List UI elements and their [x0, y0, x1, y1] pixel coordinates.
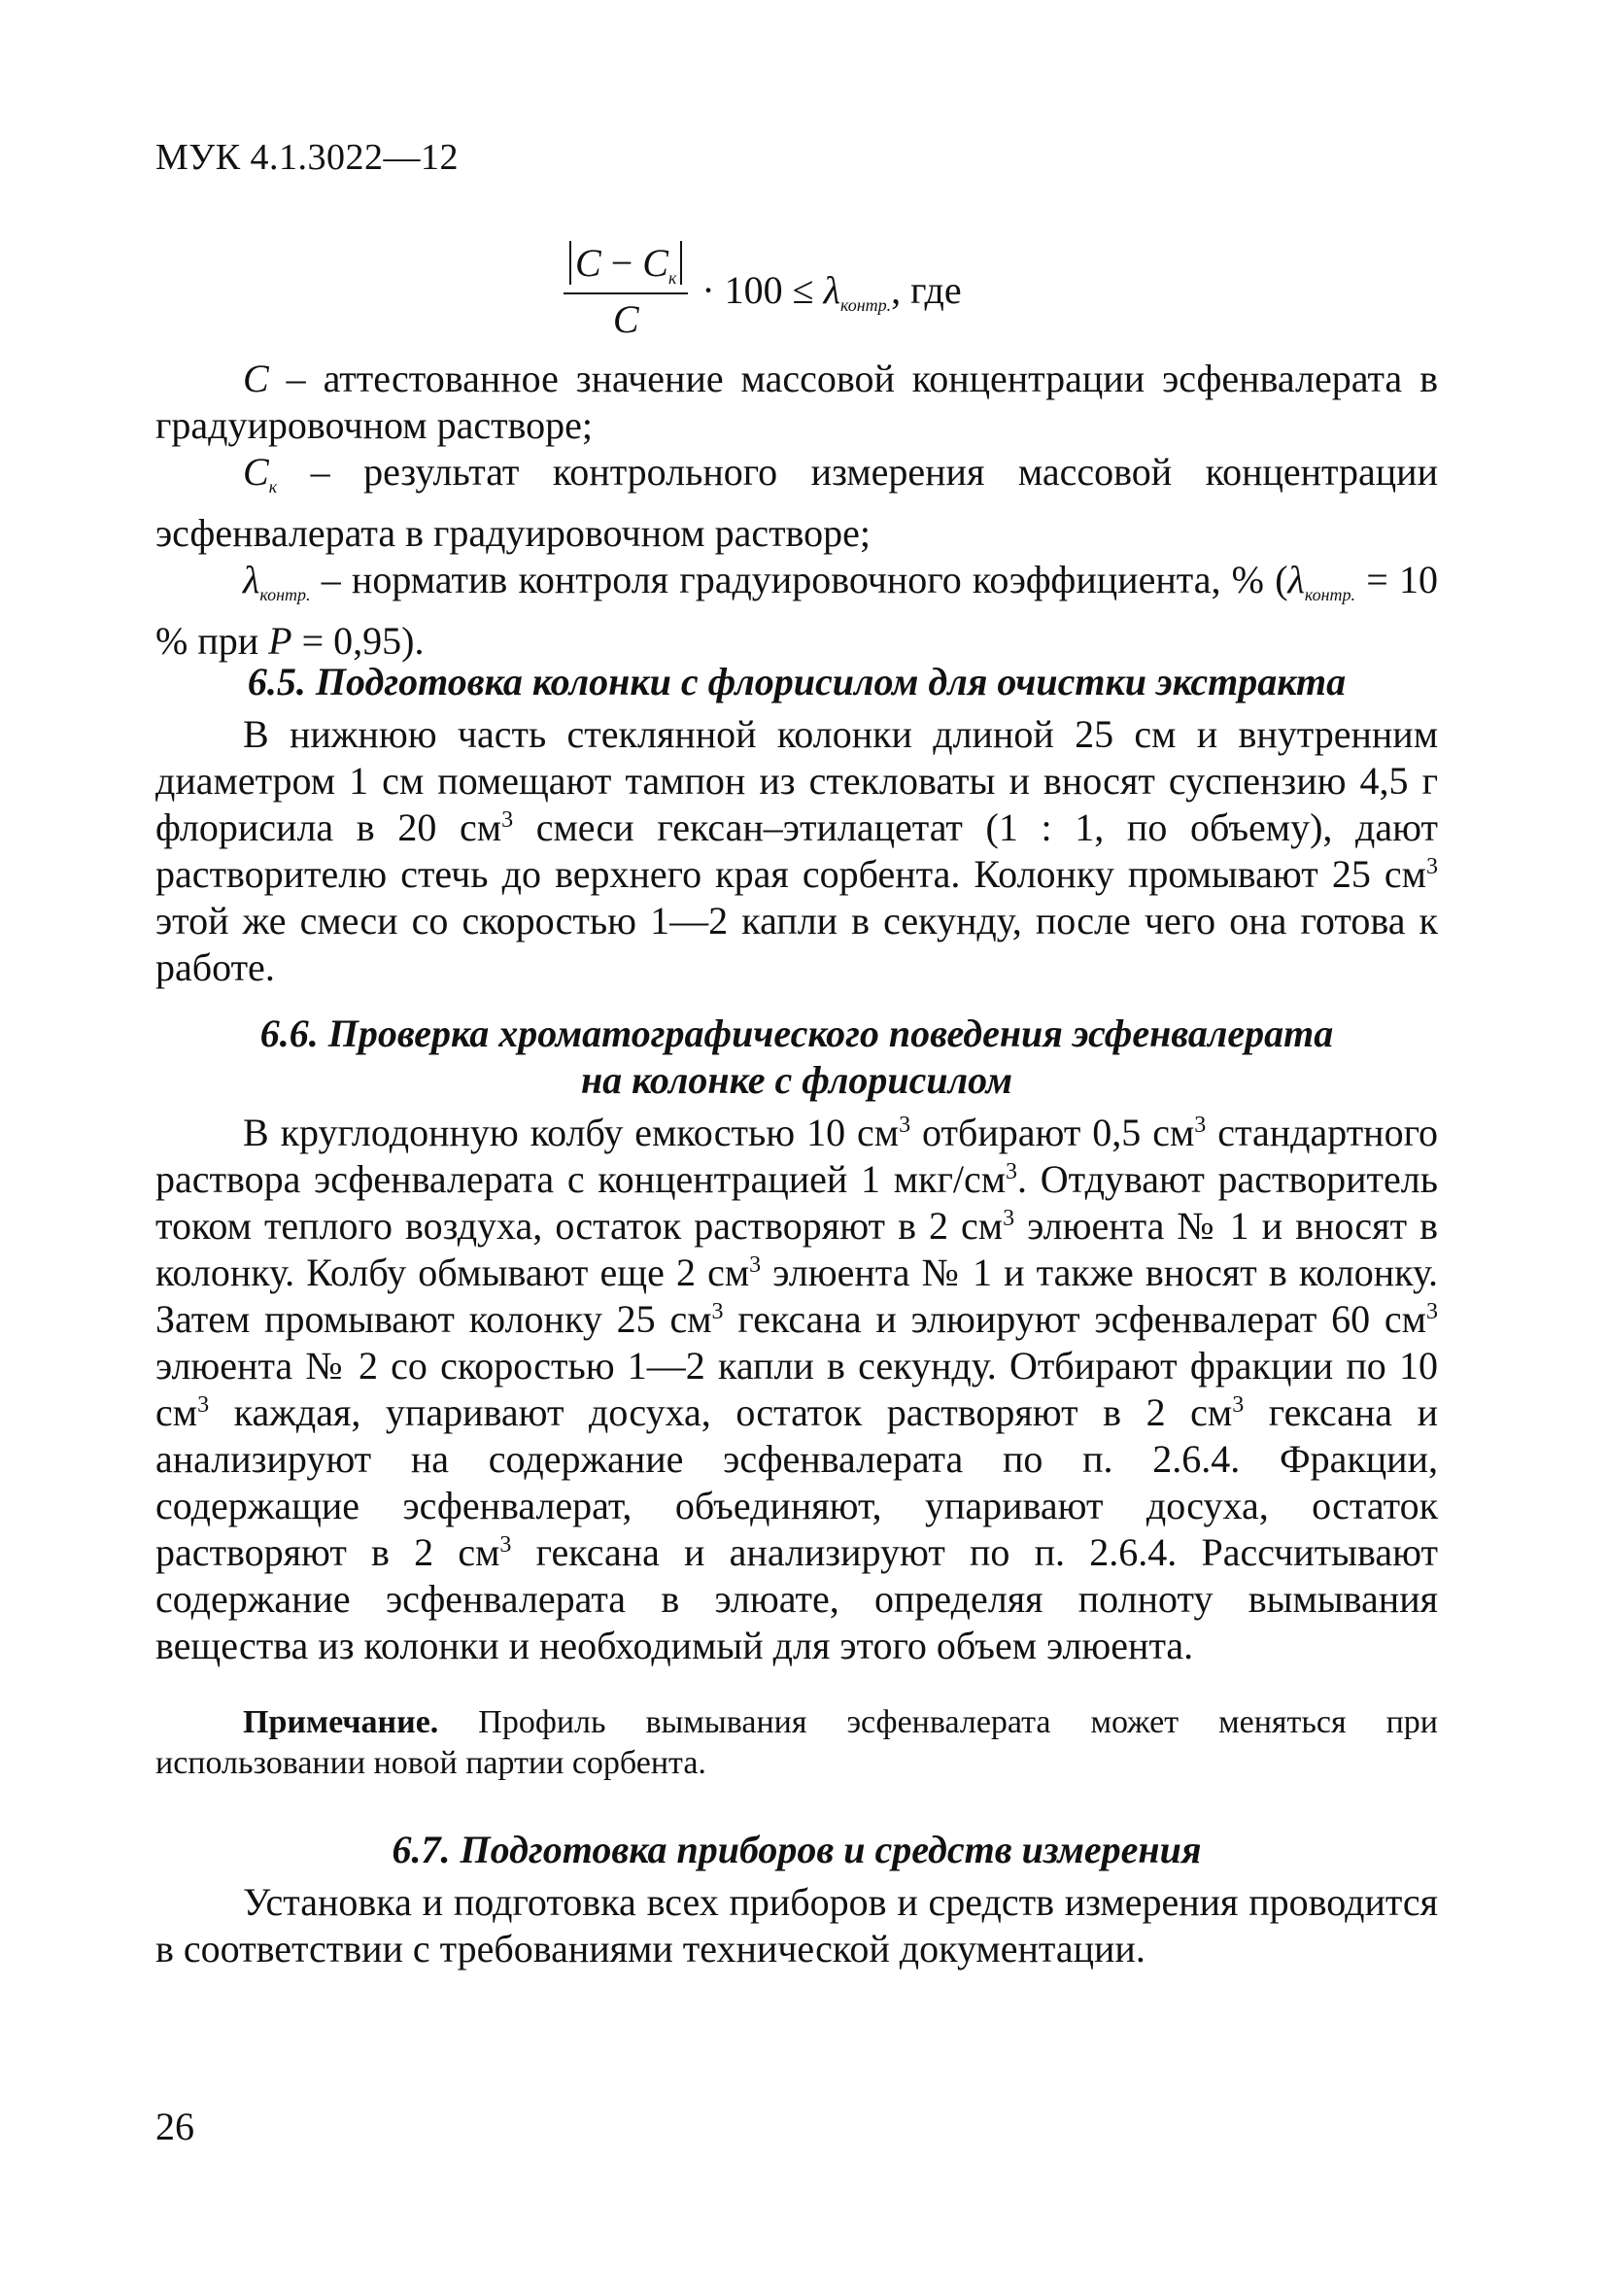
heading-6-6-line2: на колонке с флорисилом	[580, 1058, 1013, 1102]
definition-ck: $C_к$ – результат контрольного измерения массовой концентрации эсфенвалерата в градуировочном растворе;	[155, 450, 1438, 555]
page-number: 26	[155, 2105, 194, 2148]
formula-rest: · $100 \le \lambda_{контр.}$, где	[701, 268, 962, 315]
note	[155, 1702, 1438, 1784]
heading-6-6-line1: 6.6. Проверка хроматографического поведения эсфенвалерата	[259, 1011, 1334, 1055]
section-6-7-text: Установка и подготовка всех приборов и средств измерения проводится в соответствии с требованиями технической документации.	[155, 1880, 1438, 1970]
section-6-6-text: В круглодонную колбу емкостью 10 $см^3$ отбирают 0,5 $см^3$ стандартного раствора эсфенвалерата с концентрацией 1 мкг/$см^3$. Отдувают растворитель током теплого воздуха, остаток растворяют в 2 $см^3$ элюента № 1 и вносят в колонку. Колбу обмывают еще 2 $см^3$ элюента № 1 и также вносят в колонку. Затем промывают колонку 25 $см^3$ гексана и элюируют эсфенвалерат 60 $см^3$ элюента № 2 со скоростью 1—2 капли в секунду. Отбирают фракции по 10 $см^3$ каждая, упаривают досуха, остаток растворяют в 2 $см^3$ гексана и анализируют на содержание эсфенвалерата по п. 2.6.4. Фракции, содержащие эсфенвалерат, объединяют, упаривают досуха, остаток растворяют в 2 $см^3$ гексана и анализируют по п. 2.6.4. Рассчитывают содержание эсфенвалерата в элюате, определяя полноту вымывания вещества из колонки и необходимый для этого объем элюента.	[155, 1111, 1438, 1667]
definition-lambda: $\lambda_{контр.}$ – норматив контроля градуировочного коэффициента, % ($\lambda_{контр.} = 10$ % при P = 0,95).	[155, 558, 1438, 663]
heading-6-7: 6.7. Подготовка приборов и средств измерения	[392, 1828, 1202, 1871]
definition-c: C – аттестованное значение массовой концентрации эсфенвалерата в градуировочном растворе;	[155, 357, 1438, 447]
note-text: Профиль вымывания эсфенвалерата может меняться при использовании новой партии сорбента.	[155, 1704, 1438, 1781]
control-formula	[564, 233, 962, 350]
formula-denominator: C	[612, 296, 639, 341]
formula-numerator: $C - C_к$	[564, 242, 688, 294]
section-6-5-text: В нижнюю часть стеклянной колонки длиной 25 см и внутренним диаметром 1 см помещают тампон из стекловаты и вносят суспензию 4,5 г флорисила в 20 $см^3$ смеси гексан–этилацетат (1 : 1, по объему), дают растворителю стечь до верхнего края сорбента. Колонку промывают 25 $см^3$ этой же смеси со скоростью 1—2 капли в секунду, после чего она готова к работе.	[155, 712, 1438, 989]
note-label: Примечание.	[243, 1704, 439, 1740]
formula-definitions	[155, 356, 1438, 665]
heading-6-6	[155, 1011, 1438, 1104]
document-code: МУК 4.1.3022—12	[155, 137, 460, 178]
formula-fraction	[564, 242, 688, 341]
heading-6-5: 6.5. Подготовка колонки с флорисилом для очистки экстракта	[247, 660, 1347, 703]
